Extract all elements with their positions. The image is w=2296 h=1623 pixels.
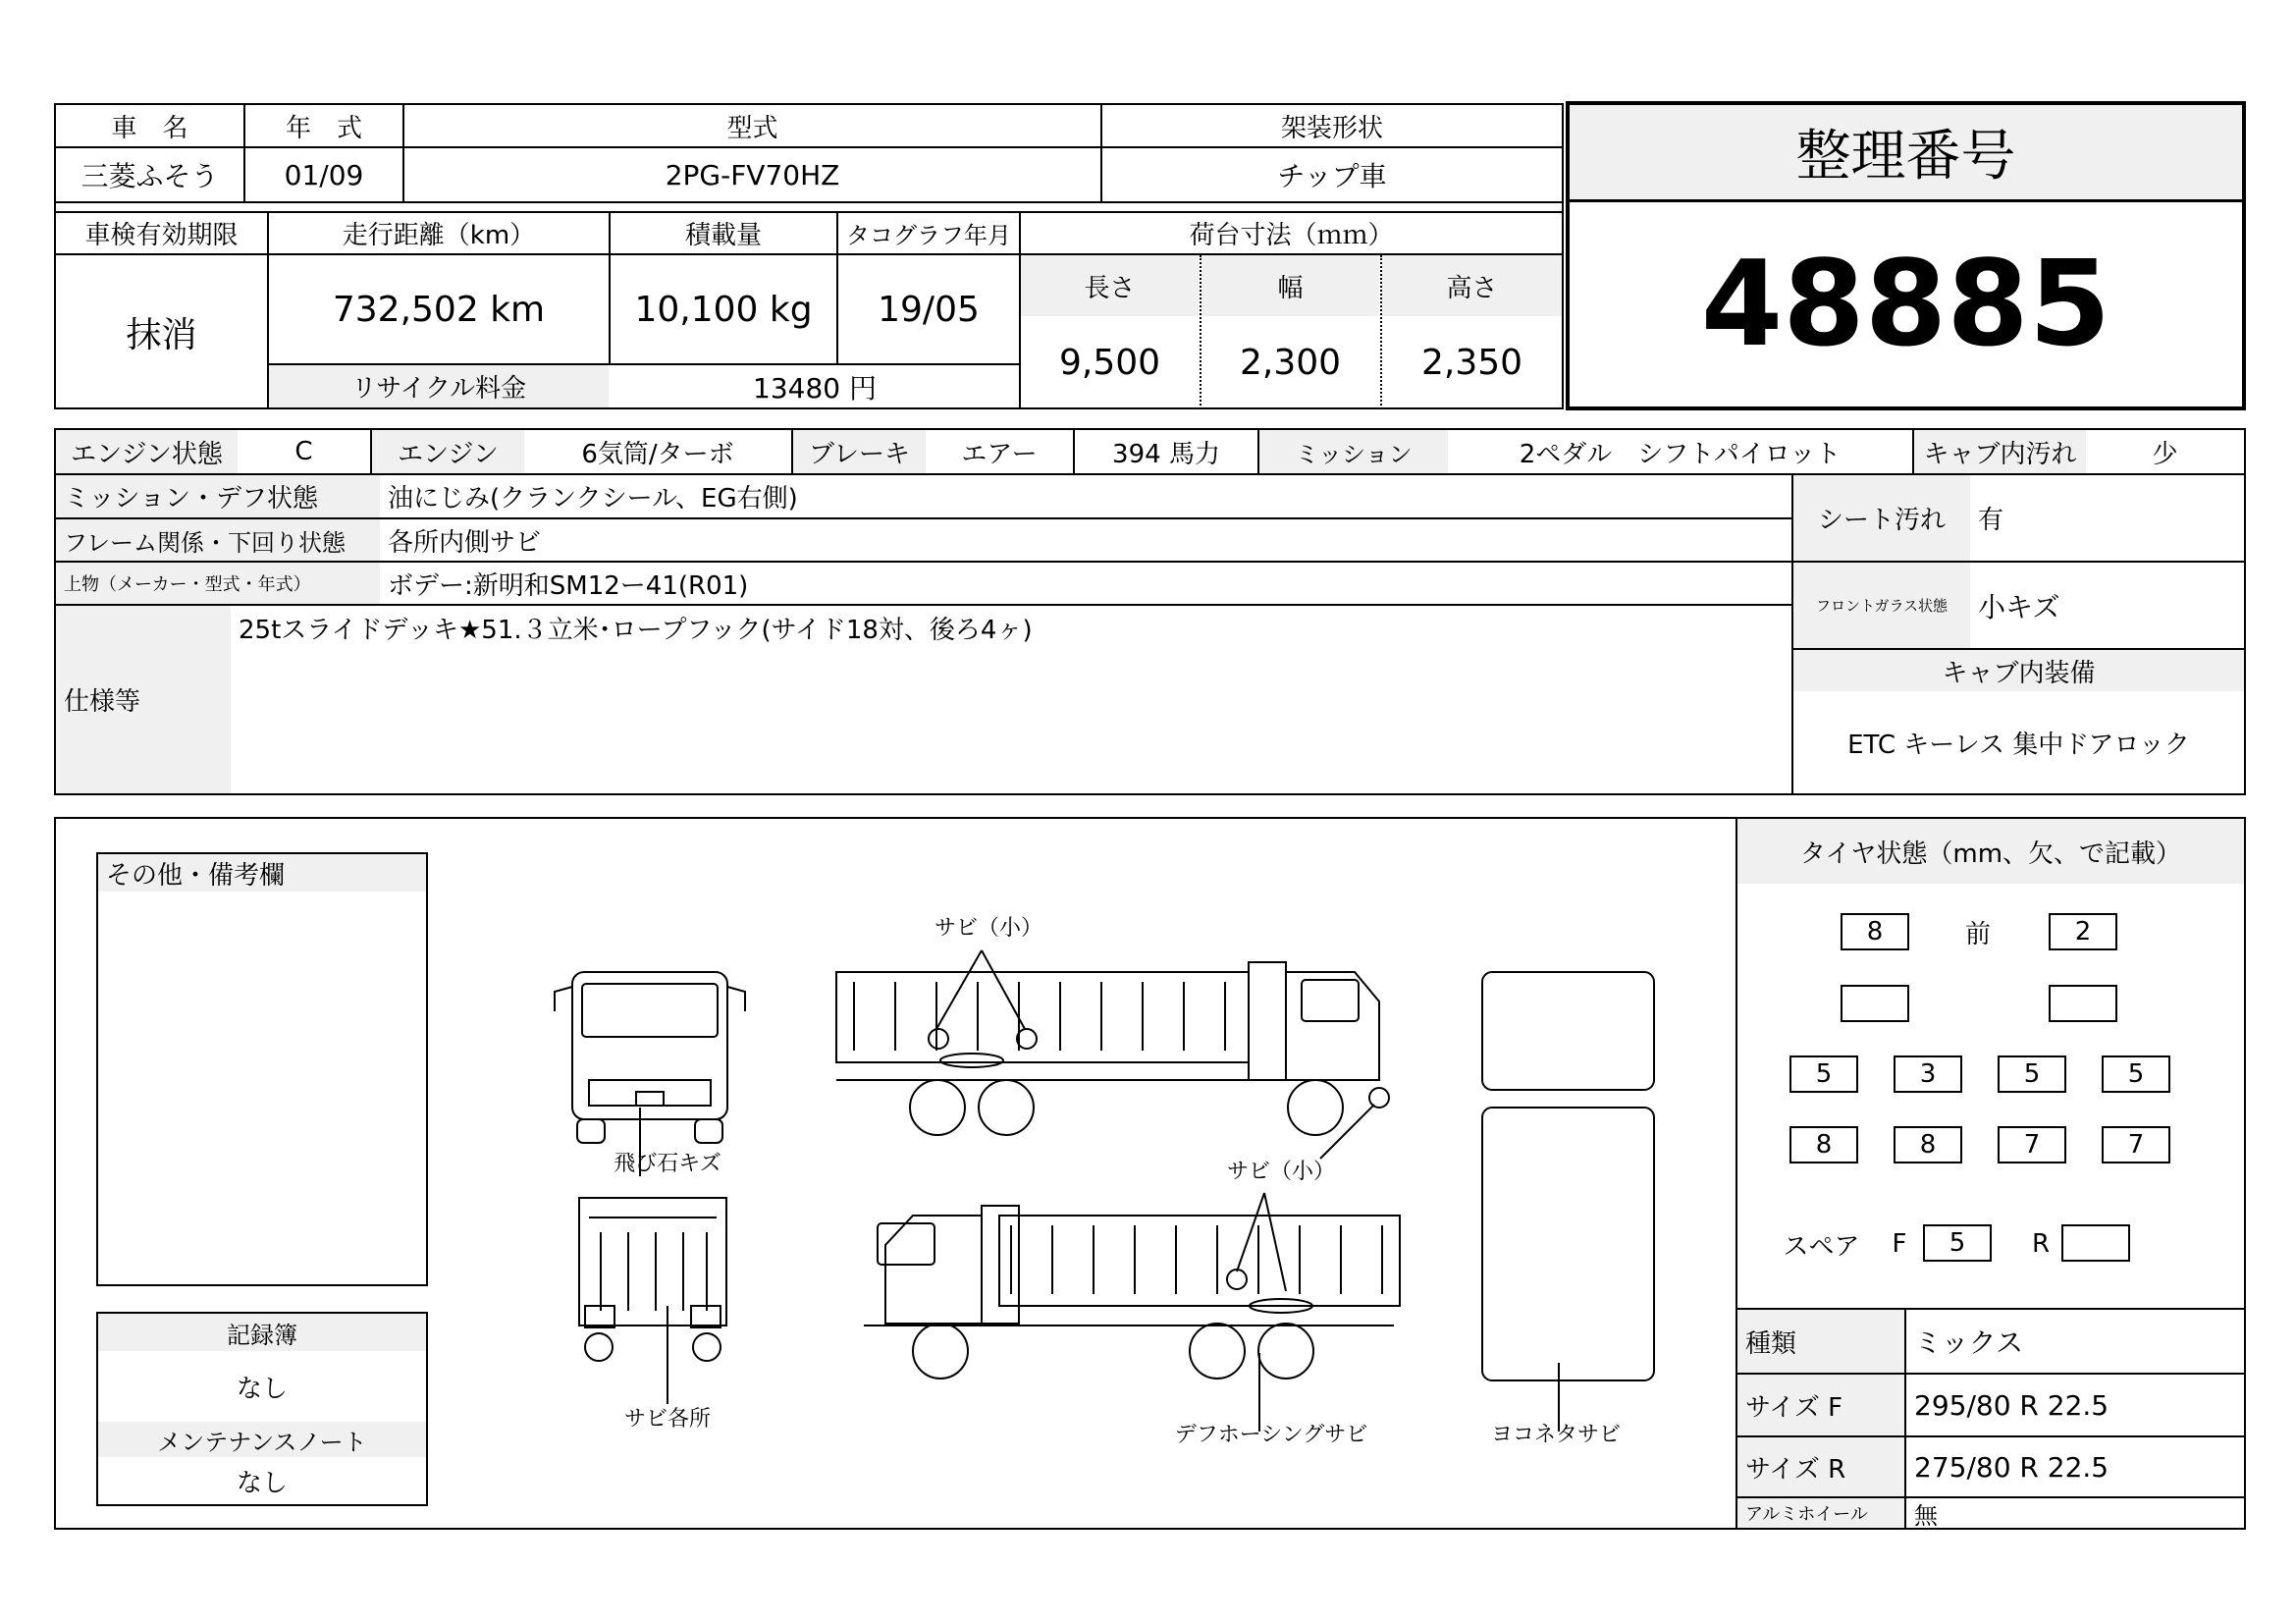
header-frame: フレーム関係・下回り状態: [56, 519, 380, 561]
header-engine-state: エンジン状態: [56, 430, 238, 473]
cab-equip: ETC キーレス 集中ドアロック: [1847, 730, 2190, 760]
car-name: 三菱ふそう: [80, 160, 219, 192]
body-type: チップ車: [1277, 160, 1387, 192]
length-value: 9,500: [1058, 343, 1161, 383]
header-width: 幅: [1201, 255, 1379, 316]
header-spec: 仕様等: [56, 606, 231, 793]
tire-row4-1: 8: [1789, 1126, 1858, 1163]
spare-f: 5: [1923, 1224, 1992, 1262]
truck-side-view-left: [836, 950, 1389, 1159]
truck-rear-view: [579, 1198, 726, 1361]
size-r: 275/80 R 22.5: [1914, 1450, 2109, 1484]
truck-top-view: [1482, 972, 1654, 1432]
tire-front2-right: [2049, 985, 2117, 1022]
header-model: 型式: [726, 113, 778, 143]
label-rust-many: サビ各所: [623, 1406, 711, 1432]
header-upper: 上物（メーカー・型式・年式）: [56, 563, 380, 604]
reference-label: 整理番号: [1570, 105, 2242, 199]
model: 2PG-FV70HZ: [665, 158, 840, 191]
seat: 有: [1978, 506, 2004, 535]
header-records: 記録簿: [98, 1314, 426, 1351]
horsepower: 394 馬力: [1112, 439, 1220, 469]
header-seat: シート汚れ: [1793, 475, 1970, 561]
truck-damage-diagram: [530, 903, 1708, 1453]
header-alu-wheel: アルミホイール: [1737, 1498, 1904, 1528]
inspection-value: 抹消: [126, 315, 197, 355]
mission: 2ペダル シフトパイロット: [1519, 439, 1842, 469]
header-mission: ミッション: [1259, 430, 1448, 473]
maintenance-value: なし: [236, 1468, 288, 1498]
size-f: 295/80 R 22.5: [1914, 1388, 2109, 1422]
label-chip: 飛び石キズ: [614, 1151, 721, 1176]
tire-type: ミックス: [1914, 1326, 2024, 1359]
header-mileage: 走行距離（km）: [342, 221, 536, 250]
width-value: 2,300: [1239, 343, 1342, 383]
brake: エアー: [961, 439, 1038, 469]
alu-wheel: 無: [1914, 1501, 1938, 1530]
header-length: 長さ: [1021, 255, 1199, 316]
header-size-f: サイズ F: [1737, 1375, 1904, 1435]
label-rust-small-1: サビ（小）: [934, 915, 1042, 941]
height-value: 2,350: [1420, 343, 1523, 383]
recycle-value: 13480 円: [753, 371, 877, 405]
tire-front-label: 前: [1964, 919, 1991, 949]
header-brake: ブレーキ: [793, 430, 926, 473]
header-bed-size: 荷台寸法（ｍｍ）: [1189, 221, 1394, 250]
header-inspection: 車検有効期限: [84, 221, 239, 250]
header-tire-type: 種類: [1737, 1310, 1904, 1373]
header-year: 年 式: [285, 113, 362, 143]
tire-front2-left: [1841, 985, 1909, 1022]
header-tachograph: タコグラフ年月: [846, 222, 1011, 249]
glass: 小キズ: [1978, 590, 2060, 623]
engine-state: C: [294, 437, 313, 466]
tire-front-left: 8: [1841, 913, 1909, 950]
header-cab-equip: キャブ内装備: [1793, 650, 2244, 691]
frame: 各所内側サビ: [388, 527, 542, 558]
header-maintenance: メンテナンスノート: [98, 1422, 426, 1457]
engine: 6気筒/ターボ: [581, 439, 734, 469]
spec-text: 25tスライドデッキ★51.３立米･ロープフック(サイド18対、後ろ4ヶ): [239, 616, 1033, 645]
spare-label: スペア: [1783, 1231, 1860, 1262]
header-body-type: 架装形状: [1280, 113, 1383, 143]
records-value: なし: [236, 1374, 288, 1404]
upper: ボデー:新明和SM12ー41(R01): [388, 570, 749, 601]
header-tire: タイヤ状態（mm、欠、で記載）: [1737, 819, 2244, 884]
header-size-r: サイズ R: [1737, 1437, 1904, 1496]
tire-row3-2: 3: [1894, 1055, 1962, 1093]
header-height: 高さ: [1382, 255, 1562, 316]
tire-row4-4: 7: [2102, 1126, 2170, 1163]
mission-diff: 油にじみ(クランクシール、EG右側): [388, 484, 798, 514]
header-glass: フロントガラス状態: [1793, 563, 1970, 648]
spare-r: [2061, 1224, 2130, 1262]
header-cab-dirt: キャブ内汚れ: [1914, 430, 2086, 473]
header-mission-diff: ミッション・デフ状態: [56, 475, 380, 517]
remarks-box: [96, 852, 428, 1286]
tire-row3-3: 5: [1998, 1055, 2066, 1093]
year: 01/09: [284, 158, 364, 191]
spare-r-label: R: [2031, 1229, 2051, 1259]
header-remarks: その他・備考欄: [98, 854, 426, 892]
header-recycle: リサイクル料金: [269, 365, 609, 407]
tire-front-right: 2: [2049, 913, 2117, 950]
tire-row3-4: 5: [2102, 1055, 2170, 1093]
header-engine: エンジン: [372, 430, 524, 473]
cab-dirt: 少: [2152, 439, 2178, 469]
truck-side-view-right: [864, 1193, 1400, 1432]
mileage-value: 732,502 km: [332, 289, 546, 330]
load-value: 10,100 kg: [634, 289, 813, 330]
tachograph-value: 19/05: [878, 289, 980, 330]
spare-f-label: F: [1892, 1229, 1907, 1259]
label-diff-rust: デフホーシングサビ: [1174, 1422, 1368, 1447]
tire-row3-1: 5: [1789, 1055, 1858, 1093]
header-load: 積載量: [684, 221, 762, 250]
tire-row4-3: 7: [1998, 1126, 2066, 1163]
tire-row4-2: 8: [1894, 1126, 1962, 1163]
truck-front-view: [555, 972, 745, 1143]
header-car-name: 車 名: [111, 113, 188, 143]
reference-number: 48885: [1700, 237, 2111, 373]
label-yoko-rust: ヨコネタサビ: [1490, 1422, 1621, 1447]
label-rust-small-2: サビ（小）: [1226, 1159, 1335, 1184]
